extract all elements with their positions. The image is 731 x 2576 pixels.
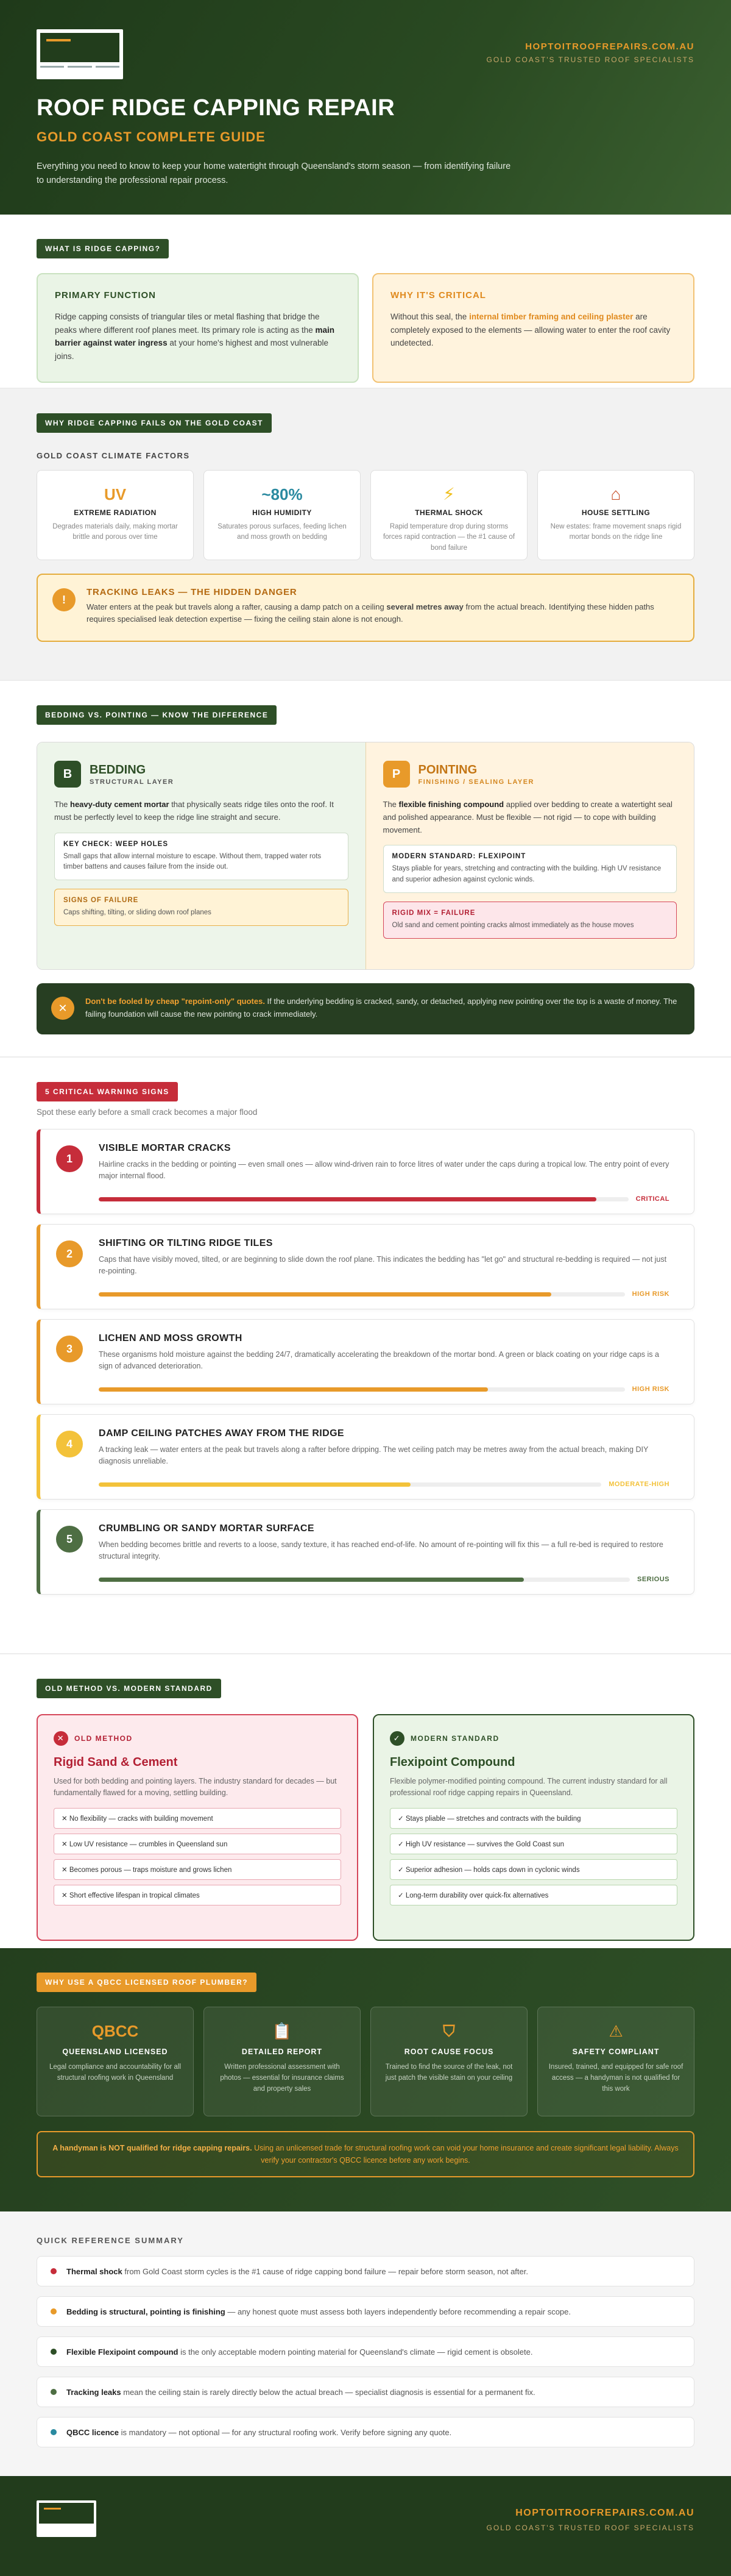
check-icon: ✓ xyxy=(390,1731,404,1746)
old-method-card xyxy=(37,1714,358,1941)
box-title: SIGNS OF FAILURE xyxy=(63,897,139,905)
card-title: PRIMARY FUNCTION xyxy=(55,290,156,301)
warning-number: 3 xyxy=(56,1336,83,1362)
box-text: Caps shifting, tilting, or sliding down roof planes xyxy=(63,909,211,917)
section-subtitle: Spot these early before a small crack becomes a major flood xyxy=(37,1108,258,1117)
card-title: DETAILED REPORT xyxy=(241,2048,323,2056)
section-tag: WHAT IS RIDGE CAPPING? xyxy=(37,239,169,258)
bullet-dot xyxy=(51,2389,57,2395)
alert-title: TRACKING LEAKS — THE HIDDEN DANGER xyxy=(87,587,297,597)
card-text: Ridge capping consists of triangular tiles or metal flashing that bridge the peaks where different roof planes meet. Its primary role is acting as the main barrier against water ingress at your home's highest and most vulnerable joins. xyxy=(55,312,334,361)
summary-item: Flexible Flexipoint compound is the only acceptable modern pointing material for Queensland's climate — rigid cement is obsolete. xyxy=(37,2336,694,2367)
warning-card-2 xyxy=(37,1224,694,1309)
warning-card-5 xyxy=(37,1509,694,1595)
warning-title: SHIFTING OR TILTING RIDGE TILES xyxy=(99,1238,273,1248)
shield-icon: ⛉ xyxy=(443,2022,455,2040)
qbcc-card-safety xyxy=(537,2007,694,2116)
warning-title: VISIBLE MORTAR CRACKS xyxy=(99,1143,231,1153)
box-title: RIGID MIX = FAILURE xyxy=(392,909,476,917)
weep-holes-box xyxy=(54,833,348,881)
signs-of-failure-box xyxy=(54,889,348,926)
factor-desc: Rapid temperature drop during storms forces rapid contraction — the #1 cause of bond failure xyxy=(383,523,515,552)
list-item: ✕ No flexibility — cracks with building movement xyxy=(54,1808,341,1829)
factor-desc: New estates: frame movement snaps rigid mortar bonds on the ridge line xyxy=(550,523,682,541)
method-title: Flexipoint Compound xyxy=(390,1756,515,1769)
repoint-warning-note xyxy=(37,983,694,1034)
card-title: ROOT CAUSE FOCUS xyxy=(404,2048,494,2056)
severity-label: HIGH RISK xyxy=(632,1290,669,1298)
section-why-fails xyxy=(0,389,731,680)
severity-label: MODERATE-HIGH xyxy=(609,1481,669,1488)
exclamation-icon: ! xyxy=(52,588,76,611)
lightning-icon: ⚡ xyxy=(443,485,455,503)
company-logo[interactable] xyxy=(37,29,123,79)
note-highlight: Don't be fooled by cheap "repoint-only" quotes. xyxy=(85,997,265,1006)
summary-item: Tracking leaks mean the ceiling stain is rarely directly below the actual breach — specialist diagnosis is essential for a permanent fix. xyxy=(37,2377,694,2407)
pointing-desc: The flexible finishing compound applied over bedding to create a watertight seal and polished appearance. Must be flexible — not rigid — to cope with building movement. xyxy=(383,800,673,834)
humidity-value: ~80% xyxy=(261,485,303,503)
warning-card-1 xyxy=(37,1129,694,1214)
severity-track xyxy=(99,1292,625,1297)
factor-label: HOUSE SETTLING xyxy=(581,508,651,517)
list-item: ✓ Stays pliable — stretches and contracts with the building xyxy=(390,1808,677,1829)
uv-icon: UV xyxy=(104,485,127,503)
severity-bar xyxy=(99,1482,411,1487)
why-critical-card xyxy=(372,273,694,383)
qbcc-card-licensed xyxy=(37,2007,194,2116)
rigid-mix-box xyxy=(383,902,677,939)
severity-label: SERIOUS xyxy=(637,1576,669,1583)
warning-number: 4 xyxy=(56,1431,83,1457)
warning-text: These organisms hold moisture against the bedding 24/7, dramatically accelerating the breakdown of the mortar bond. A green or black coating on your ridge caps is a sign of advanced deterioration. xyxy=(99,1350,659,1371)
list-item: ✓ Superior adhesion — holds caps down in cyclonic winds xyxy=(390,1859,677,1880)
pointing-panel xyxy=(366,742,694,969)
modern-standard-card xyxy=(373,1714,694,1941)
severity-track xyxy=(99,1578,630,1582)
list-item: ✓ Long-term durability over quick-fix alternatives xyxy=(390,1885,677,1905)
severity-label: HIGH RISK xyxy=(632,1386,669,1393)
warning-title: LICHEN AND MOSS GROWTH xyxy=(99,1333,242,1343)
box-title: MODERN STANDARD: FLEXIPOINT xyxy=(392,853,526,861)
box-text: Stays pliable for years, stretching and contracting with the building. High UV resistance and superior adhesion against cyclonic winds. xyxy=(392,865,662,883)
card-desc: Insured, trained, and equipped for safe roof access — a handyman is not qualified for this work xyxy=(548,2063,683,2093)
factor-label: HIGH HUMIDITY xyxy=(252,508,312,517)
page-title: ROOF RIDGE CAPPING REPAIR xyxy=(37,95,395,121)
climate-factors-label: GOLD COAST CLIMATE FACTORS xyxy=(37,451,190,460)
section-tag: WHY RIDGE CAPPING FAILS ON THE GOLD COAST xyxy=(37,413,272,433)
page-intro: Everything you need to know to keep your home watertight through Queensland's storm season — from identifying failure to understanding the professional repair process. xyxy=(37,162,511,186)
section-qbcc xyxy=(0,1948,731,2211)
pointing-title: POINTING xyxy=(418,763,478,777)
primary-function-card xyxy=(37,273,359,383)
warning-text: When bedding becomes brittle and reverts to a loose, sandy texture, it has reached end-of-life. No amount of re-pointing will fix this — a full re-bed is required to restore structural integrity. xyxy=(99,1540,663,1561)
qbcc-card-root-cause xyxy=(370,2007,528,2116)
card-text: Without this seal, the internal timber framing and ceiling plaster are completely exposed to the elements — allowing water to enter the roof cavity undetected. xyxy=(390,312,671,348)
section-tag: OLD METHOD VS. MODERN STANDARD xyxy=(37,1679,221,1698)
severity-bar xyxy=(99,1578,524,1582)
warning-triangle-icon: ⚠ xyxy=(609,2022,623,2040)
severity-bar xyxy=(99,1292,551,1297)
site-link[interactable]: HOPTOITROOFREPAIRS.COM.AU xyxy=(525,41,694,52)
qbcc-card-report xyxy=(203,2007,361,2116)
warning-title: CRUMBLING OR SANDY MORTAR SURFACE xyxy=(99,1523,314,1534)
card-title: QUEENSLAND LICENSED xyxy=(62,2048,168,2056)
flexipoint-box xyxy=(383,845,677,893)
severity-bar xyxy=(99,1197,596,1201)
list-item: ✕ Low UV resistance — crumbles in Queensland sun xyxy=(54,1834,341,1854)
section-summary xyxy=(0,2211,731,2476)
pointing-letter-icon: P xyxy=(383,761,410,788)
logo-text-lines xyxy=(40,66,119,68)
factor-card-thermal xyxy=(370,470,528,560)
card-title: WHY IT'S CRITICAL xyxy=(390,290,486,301)
footer-tagline: GOLD COAST'S TRUSTED ROOF SPECIALISTS xyxy=(486,2524,694,2532)
cross-icon: ✕ xyxy=(51,997,74,1020)
logo-mark xyxy=(39,2503,94,2524)
tracking-leaks-alert xyxy=(37,574,694,642)
handyman-warning: A handyman is NOT qualified for ridge capping repairs. Using an unlicensed trade for structural roofing work can void your home insurance and create significant legal liability. Always verify your contractor's QBCC licence before any work begins. xyxy=(37,2131,694,2177)
card-desc: Trained to find the source of the leak, not just patch the visible stain on your ceiling xyxy=(385,2063,513,2082)
house-icon: ⌂ xyxy=(610,485,621,503)
warning-number: 1 xyxy=(56,1145,83,1172)
section-warning-signs xyxy=(0,1058,731,1653)
hero-site-info xyxy=(487,41,694,64)
hero-header xyxy=(0,0,731,215)
logo-mark xyxy=(40,33,119,62)
warning-text: Caps that have visibly moved, tilted, or are beginning to slide down the roof plane. This indicates the bedding has "let go" and structural re-bedding is required — not just re-pointing. xyxy=(99,1255,667,1276)
footer-logo[interactable] xyxy=(37,2500,96,2537)
warning-card-3 xyxy=(37,1319,694,1404)
bullet-dot xyxy=(51,2308,57,2314)
bedding-title: BEDDING xyxy=(90,763,146,777)
card-desc: Written professional assessment with photos — essential for insurance claims and property sales xyxy=(220,2063,344,2093)
footer-site-link[interactable]: HOPTOITROOFREPAIRS.COM.AU xyxy=(515,2508,694,2518)
summary-title: QUICK REFERENCE SUMMARY xyxy=(37,2236,184,2245)
factor-label: EXTREME RADIATION xyxy=(74,508,157,517)
section-what-is xyxy=(0,215,731,388)
site-tagline: GOLD COAST'S TRUSTED ROOF SPECIALISTS xyxy=(486,55,694,64)
qbcc-icon: QBCC xyxy=(91,2022,139,2040)
method-label: OLD METHOD xyxy=(74,1734,133,1743)
box-text: Old sand and cement pointing cracks almost immediately as the house moves xyxy=(392,921,634,929)
cross-icon: ✕ xyxy=(54,1731,68,1746)
severity-track xyxy=(99,1482,601,1487)
factor-card-humidity xyxy=(203,470,361,560)
summary-item: QBCC licence is mandatory — not optional — for any structural roofing work. Verify before signing any quote. xyxy=(37,2417,694,2447)
factor-desc: Saturates porous surfaces, feeding lichen and moss growth on bedding xyxy=(217,523,347,541)
summary-item: Thermal shock from Gold Coast storm cycles is the #1 cause of ridge capping bond failure — repair before storm season, not after. xyxy=(37,2256,694,2286)
factor-card-settling xyxy=(537,470,694,560)
section-methods xyxy=(0,1654,731,1948)
bullet-dot xyxy=(51,2268,57,2274)
severity-bar xyxy=(99,1387,488,1392)
pointing-subtitle: FINISHING / SEALING LAYER xyxy=(418,778,535,786)
box-text: Small gaps that allow internal moisture to escape. Without them, trapped water rots timber battens and causes failure from the inside out. xyxy=(63,852,322,870)
bedding-letter-icon: B xyxy=(54,761,81,788)
severity-track xyxy=(99,1197,629,1201)
list-item: ✕ Becomes porous — traps moisture and grows lichen xyxy=(54,1859,341,1880)
factor-card-uv xyxy=(37,470,194,560)
bullet-dot xyxy=(51,2349,57,2355)
factor-label: THERMAL SHOCK xyxy=(415,508,483,517)
page-subtitle: GOLD COAST COMPLETE GUIDE xyxy=(37,129,266,144)
warning-text: A tracking leak — water enters at the peak but travels along a rafter before dripping. The wet ceiling patch may be metres away from the actual breach, making DIY diagnosis unreliable. xyxy=(99,1445,649,1466)
severity-track xyxy=(99,1387,625,1392)
warning-title: DAMP CEILING PATCHES AWAY FROM THE RIDGE xyxy=(99,1428,344,1439)
method-label: MODERN STANDARD xyxy=(411,1734,500,1743)
list-item: ✓ High UV resistance — survives the Gold Coast sun xyxy=(390,1834,677,1854)
severity-label: CRITICAL xyxy=(635,1195,669,1203)
bedding-desc: The heavy-duty cement mortar that physically seats ridge tiles onto the roof. It must be perfectly level to keep the ridge line straight and secure. xyxy=(54,800,334,822)
alert-text: Water enters at the peak but travels along a rafter, causing a damp patch on a ceiling several metres away from the actual breach. Identifying these hidden paths requires specialised leak detection expertise — fixing the ceiling stain alone is not enough. xyxy=(87,602,654,624)
page-footer xyxy=(0,2476,731,2576)
method-title: Rigid Sand & Cement xyxy=(54,1756,178,1769)
footer-site-info xyxy=(487,2508,694,2532)
clipboard-icon: 📋 xyxy=(272,2022,292,2040)
note-text: If the underlying bedding is cracked, sandy, or detached, applying new pointing over the top is a waste of money. The failing foundation will cause the new pointing to crack immediately. xyxy=(85,997,677,1019)
bullet-dot xyxy=(51,2429,57,2435)
warning-number: 5 xyxy=(56,1526,83,1553)
card-title: SAFETY COMPLIANT xyxy=(572,2048,660,2056)
bedding-subtitle: STRUCTURAL LAYER xyxy=(90,778,174,786)
bedding-panel xyxy=(37,742,366,969)
section-bedding-pointing xyxy=(0,681,731,1056)
warning-card-4 xyxy=(37,1414,694,1500)
section-tag: BEDDING VS. POINTING — KNOW THE DIFFERENCE xyxy=(37,705,277,725)
section-tag: 5 CRITICAL WARNING SIGNS xyxy=(37,1082,178,1101)
box-title: KEY CHECK: WEEP HOLES xyxy=(63,840,169,848)
warning-number: 2 xyxy=(56,1240,83,1267)
list-item: ✕ Short effective lifespan in tropical climates xyxy=(54,1885,341,1905)
summary-item: Bedding is structural, pointing is finishing — any honest quote must assess both layers independently before recommending a repair scope. xyxy=(37,2296,694,2327)
card-desc: Legal compliance and accountability for all structural roofing work in Queensland xyxy=(49,2063,182,2082)
section-tag: WHY USE A QBCC LICENSED ROOF PLUMBER? xyxy=(37,1973,256,1992)
method-desc: Flexible polymer-modified pointing compound. The current industry standard for all professional roof ridge capping repairs in Queensland. xyxy=(390,1777,668,1798)
method-desc: Used for both bedding and pointing layers. The industry standard for decades — but fundamentally flawed for a moving, settling building. xyxy=(54,1777,337,1798)
factor-desc: Degrades materials daily, making mortar brittle and porous over time xyxy=(52,523,178,541)
warning-text: Hairline cracks in the bedding or pointing — even small ones — allow wind-driven rain to force litres of water under the caps during a tropical low. The entry point of every major internal flood. xyxy=(99,1160,669,1181)
